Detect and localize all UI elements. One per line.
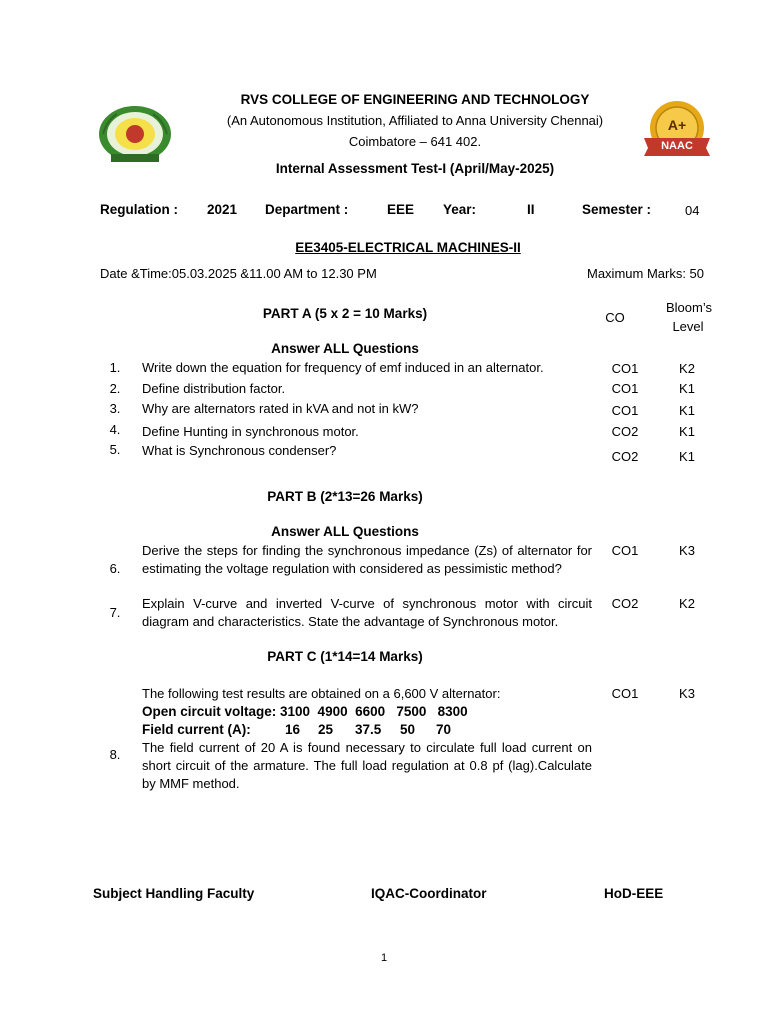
question-co: CO1 [611, 403, 639, 418]
question-level: K2 [679, 596, 695, 611]
question-level: K3 [679, 543, 695, 558]
part-a-title: PART A (5 x 2 = 10 Marks) [262, 306, 428, 321]
question-number: 8. [109, 747, 121, 762]
co-header: CO [605, 310, 625, 325]
naac-grade: A+ [667, 117, 687, 133]
question-co: CO1 [611, 361, 639, 376]
signature-iqac: IQAC-Coordinator [371, 886, 487, 901]
question-co: CO1 [611, 543, 639, 558]
signature-hod: HoD-EEE [604, 886, 664, 901]
question-level: K1 [679, 449, 695, 464]
question-text: Define Hunting in synchronous motor. [142, 424, 359, 439]
regulation-value: 2021 [207, 202, 238, 217]
question-text: What is Synchronous condenser? [142, 443, 337, 458]
field-value: 37.5 [355, 722, 382, 737]
question-number: 5. [109, 442, 121, 457]
question-co: CO2 [611, 424, 639, 439]
ocv-line: Open circuit voltage: 3100 4900 6600 7500 8300 [142, 704, 468, 719]
question-number: 4. [109, 422, 121, 437]
question-level: K1 [679, 403, 695, 418]
field-current-label: Field current (A): [142, 722, 251, 737]
blooms-header-1: Bloom’s [666, 300, 713, 315]
question-co: CO2 [611, 449, 639, 464]
date-time: Date &Time:05.03.2025 &11.00 AM to 12.30 PM [100, 266, 377, 281]
college-subtitle: (An Autonomous Institution, Affiliated to Anna University Chennai) [226, 113, 604, 128]
signature-faculty: Subject Handling Faculty [93, 886, 255, 901]
question-number: 3. [109, 401, 121, 416]
part-c-intro: The following test results are obtained on a 6,600 V alternator: [142, 686, 501, 701]
field-value: 70 [436, 722, 452, 737]
part-b-instruction: Answer ALL Questions [271, 524, 419, 539]
regulation-label: Regulation : [100, 202, 178, 217]
part-c-title: PART C (1*14=14 Marks) [267, 649, 423, 664]
naac-label: NAAC [661, 140, 693, 152]
college-logo [97, 104, 173, 166]
year-value: II [527, 202, 535, 217]
test-title: Internal Assessment Test-I (April/May-2025) [275, 161, 555, 176]
question-number: 6. [109, 561, 121, 576]
college-name: RVS COLLEGE OF ENGINEERING AND TECHNOLOGY [240, 92, 590, 107]
semester-value: 04 [685, 203, 700, 218]
field-value: 16 [285, 722, 301, 737]
question-co: CO2 [611, 596, 639, 611]
question-text: Write down the equation for frequency of emf induced in an alternator. [142, 360, 544, 375]
question-number: 1. [109, 360, 121, 375]
question-level: K3 [679, 686, 695, 701]
department-value: EEE [387, 202, 415, 217]
question-co: CO1 [611, 381, 639, 396]
naac-logo [640, 98, 714, 164]
year-label: Year: [443, 202, 477, 217]
question-text: Define distribution factor. [142, 381, 286, 396]
part-b-title: PART B (2*13=26 Marks) [267, 489, 423, 504]
question-text: Why are alternators rated in kVA and not in kW? [142, 401, 419, 416]
blooms-header-2: Level [672, 319, 704, 334]
department-label: Department : [265, 202, 349, 217]
question-level: K2 [679, 361, 695, 376]
question-co: CO1 [611, 686, 639, 701]
field-value: 50 [400, 722, 416, 737]
max-marks: Maximum Marks: 50 [587, 266, 705, 281]
question-text: Derive the steps for finding the synchronous impedance (Zs) of alternator for estimating the voltage regulation with considered as pessimistic method? [142, 543, 592, 576]
part-a-instruction: Answer ALL Questions [271, 341, 419, 356]
page-number: 1 [380, 952, 388, 964]
college-city: Coimbatore – 641 402. [348, 134, 482, 149]
question-level: K1 [679, 381, 695, 396]
question-number: 2. [109, 381, 121, 396]
semester-label: Semester : [582, 202, 652, 217]
field-value: 25 [318, 722, 334, 737]
part-c-body: The field current of 20 A is found necessary to circulate full load current on short circuit of the armature. The full load regulation at 0.8 pf (lag).Calculate by MMF method. [142, 740, 592, 791]
question-number: 7. [109, 605, 121, 620]
course-title: EE3405-ELECTRICAL MACHINES-II [295, 240, 521, 255]
question-text: Explain V-curve and inverted V-curve of synchronous motor with circuit diagram and characteristics. State the advantage of Synchronous motor. [142, 596, 592, 629]
question-level: K1 [679, 424, 695, 439]
